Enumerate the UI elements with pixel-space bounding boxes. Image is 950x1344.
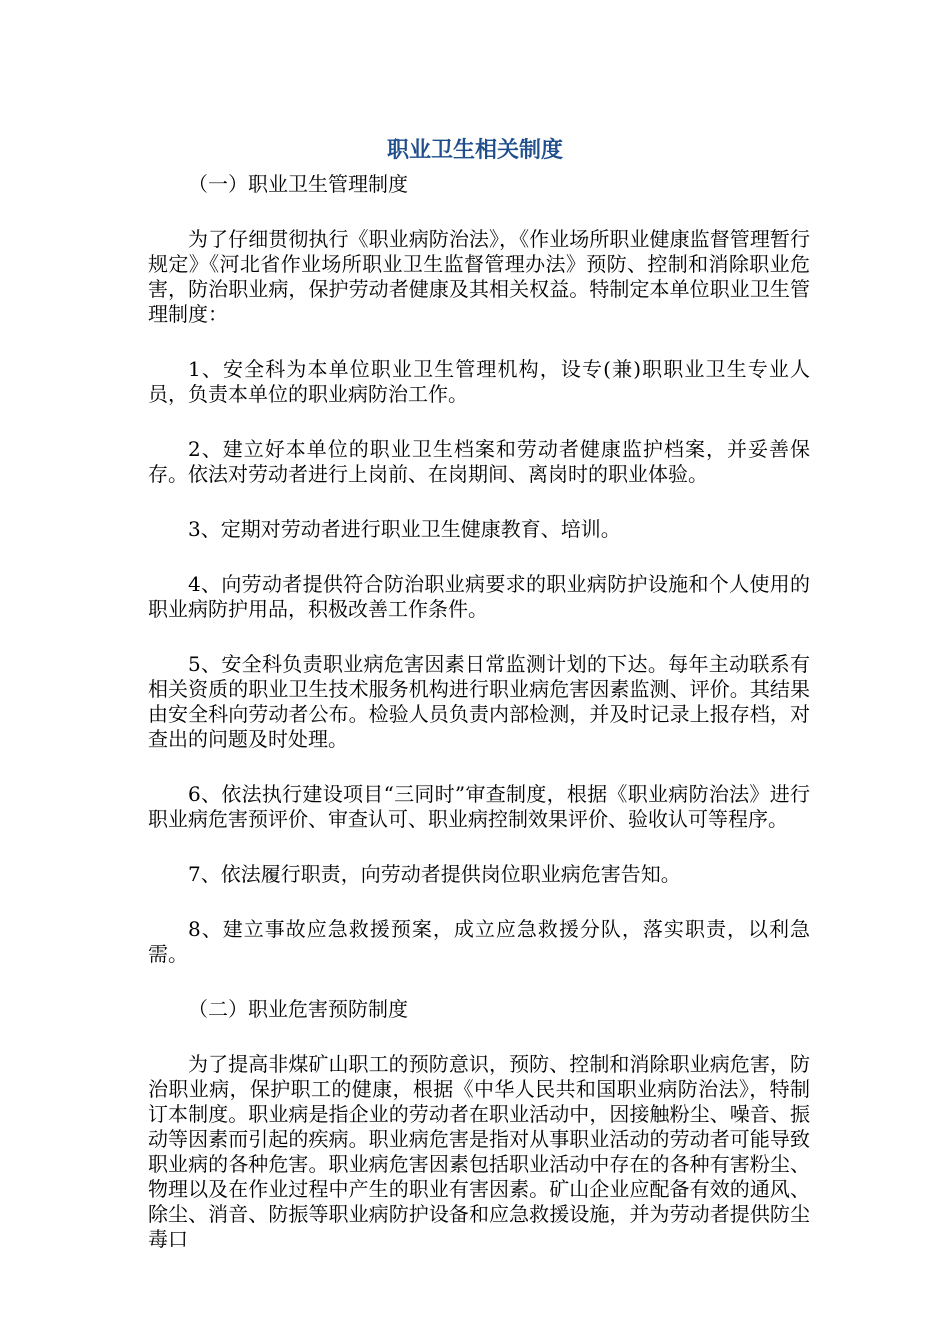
paragraph-item-3: 3、定期对劳动者进行职业卫生健康教育、培训。 <box>188 517 621 541</box>
paragraph-intro: 为了仔细贯彻执行《职业病防治法》，《作业场所职业健康监督管理暂行规定》《河北省作业场所职业卫生监督管理办法》预防、控制和消除职业危害，防治职业病，保护劳动者健康及其相关权益。特制定本单位职业卫生管理制度： <box>148 227 810 326</box>
paragraph-item-8: 8、建立事故应急救援预案，成立应急救援分队，落实职责，以利急需。 <box>148 917 810 966</box>
paragraph-item-1: 1、安全科为本单位职业卫生管理机构，设专(兼)职职业卫生专业人员，负责本单位的职业病防治工作。 <box>148 357 810 406</box>
paragraph-item-6: 6、依法执行建设项目“三同时”审查制度，根据《职业病防治法》进行职业病危害预评价、审查认可、职业病控制效果评价、验收认可等程序。 <box>148 782 810 831</box>
section-heading-occupational-health-management: （一）职业卫生管理制度 <box>188 172 408 196</box>
paragraph-item-2: 2、建立好本单位的职业卫生档案和劳动者健康监护档案，并妥善保存。依法对劳动者进行上岗前、在岗期间、离岗时的职业体验。 <box>148 437 810 486</box>
paragraph-item-5: 5、安全科负责职业病危害因素日常监测计划的下达。每年主动联系有相关资质的职业卫生技术服务机构进行职业病危害因素监测、评价。其结果由安全科向劳动者公布。检验人员负责内部检测，并及时记录上报存档，对查出的问题及时处理。 <box>148 652 810 751</box>
section-heading-occupational-hazard-prevention: （二）职业危害预防制度 <box>188 997 408 1021</box>
paragraph-item-4: 4、向劳动者提供符合防治职业病要求的职业病防护设施和个人使用的职业病防护用品，积极改善工作条件。 <box>148 572 810 621</box>
document-title: 职业卫生相关制度 <box>386 138 563 163</box>
paragraph-item-7: 7、依法履行职责，向劳动者提供岗位职业病危害告知。 <box>188 862 681 886</box>
document-body <box>148 172 810 1252</box>
paragraph-hazard-prevention-intro: 为了提高非煤矿山职工的预防意识，预防、控制和消除职业病危害，防治职业病，保护职工的健康，根据《中华人民共和国职业病防治法》，特制订本制度。职业病是指企业的劳动者在职业活动中，因接触粉尘、噪音、振动等因素而引起的疾病。职业病危害是指对从事职业活动的劳动者可能导致职业病的各种危害。职业病危害因素包括职业活动中存在的各种有害粉尘、物理以及在作业过程中产生的职业有害因素。矿山企业应配备有效的通风、除尘、消音、防振等职业病防护设备和应急救援设施，并为劳动者提供防尘毒口 <box>148 1052 810 1251</box>
